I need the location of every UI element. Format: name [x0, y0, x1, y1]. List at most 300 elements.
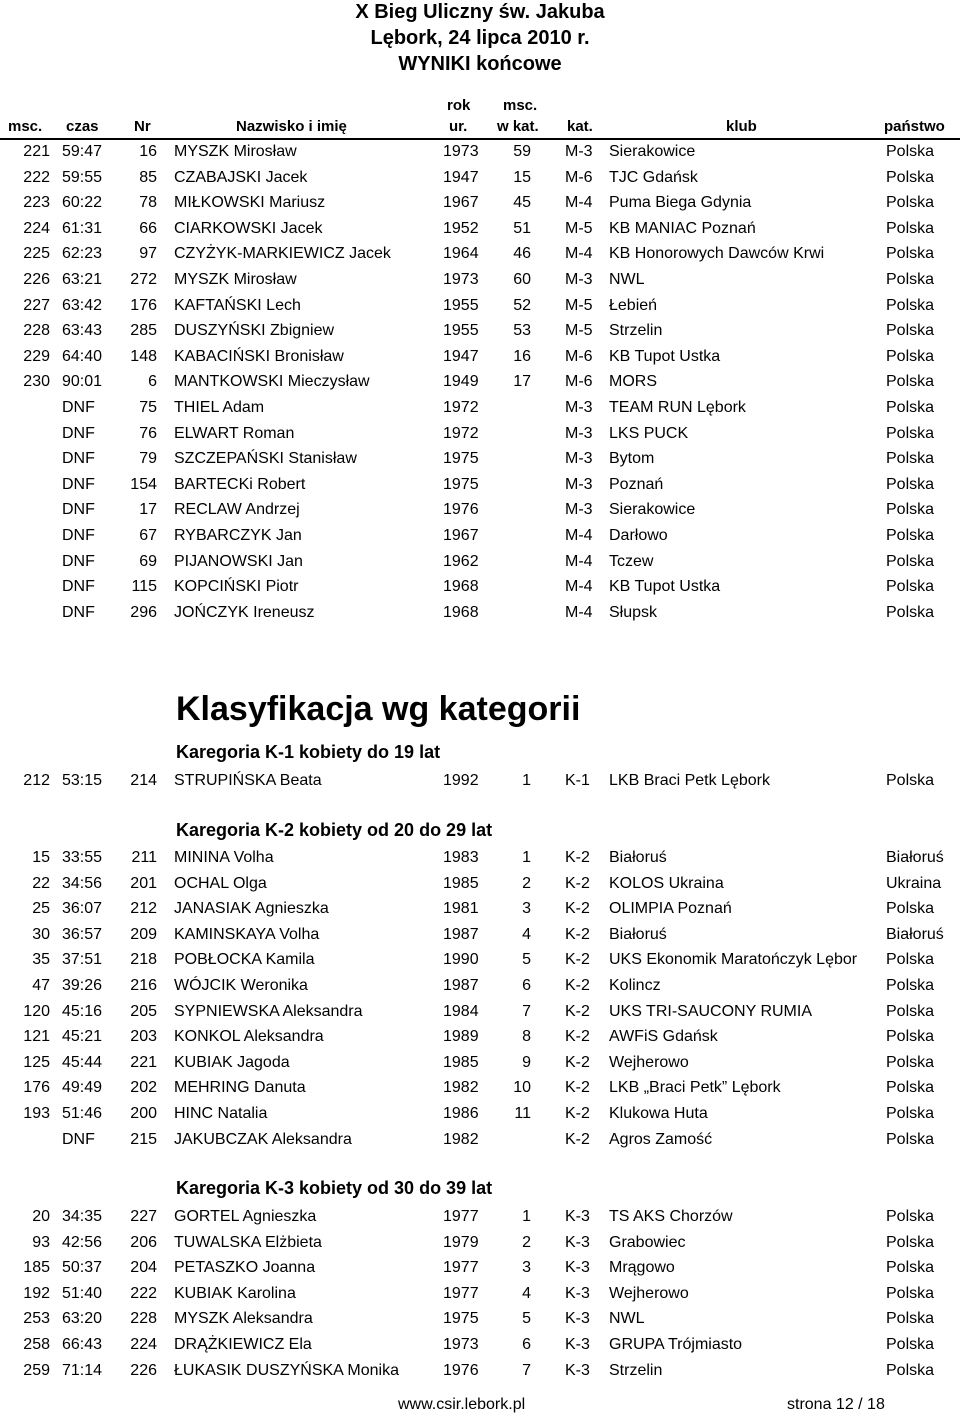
cell-runner-name: SZCZEPAŃSKI Stanisław	[174, 450, 357, 467]
cell-category: K-2	[565, 1079, 590, 1096]
cell-runner-name: PIJANOWSKI Jan	[174, 553, 303, 570]
result-row	[0, 395, 960, 420]
cell-category-place: 1	[522, 849, 531, 866]
cell-category-place: 10	[513, 1079, 531, 1096]
cell-category: K-2	[565, 900, 590, 917]
cell-category: K-2	[565, 1105, 590, 1122]
results-title: WYNIKI końcowe	[398, 53, 562, 75]
cell-runner-name: JAKUBCZAK Aleksandra	[174, 1131, 352, 1148]
cell-country: Polska	[886, 399, 935, 416]
result-row	[0, 497, 960, 522]
cell-time: 37:51	[62, 951, 103, 968]
cell-country: Polska	[886, 322, 935, 339]
cell-category-place: 2	[522, 875, 531, 892]
cell-country: Polska	[886, 951, 935, 968]
cell-category-place: 1	[522, 772, 531, 789]
cell-bib-number: 69	[139, 553, 157, 570]
cell-bib-number: 78	[139, 194, 157, 211]
cell-club: Białoruś	[609, 849, 667, 866]
cell-country: Polska	[886, 1259, 935, 1276]
col-nr: Nr	[134, 118, 151, 135]
cell-birth-year: 1975	[443, 476, 479, 493]
cell-bib-number: 227	[130, 1208, 157, 1225]
cell-time: 64:40	[62, 348, 103, 365]
cell-country: Polska	[886, 220, 935, 237]
cell-birth-year: 1973	[443, 271, 479, 288]
cell-bib-number: 97	[139, 245, 157, 262]
cell-category-place: 2	[522, 1234, 531, 1251]
cell-time: 63:20	[62, 1310, 103, 1327]
cell-category: K-2	[565, 849, 590, 866]
cell-place: 121	[23, 1028, 50, 1045]
cell-runner-name: TUWALSKA Elżbieta	[174, 1234, 322, 1251]
cell-category: M-4	[565, 578, 593, 595]
cell-category: K-2	[565, 977, 590, 994]
cell-place: 176	[23, 1079, 50, 1096]
cell-time: DNF	[62, 527, 95, 544]
category-title: Karegoria K-3 kobiety od 30 do 39 lat	[176, 1178, 493, 1198]
cell-club: KB Tupot Ustka	[609, 348, 721, 365]
cell-time: DNF	[62, 578, 95, 595]
result-row	[0, 472, 960, 497]
cell-country: Polska	[886, 450, 935, 467]
cell-club: UKS TRI-SAUCONY RUMIA	[609, 1003, 812, 1020]
cell-category: M-6	[565, 348, 593, 365]
cell-runner-name: RECLAW Andrzej	[174, 501, 300, 518]
cell-bib-number: 85	[139, 169, 157, 186]
cell-category-place: 5	[522, 1310, 531, 1327]
cell-country: Polska	[886, 1131, 935, 1148]
cell-runner-name: JANASIAK Agnieszka	[174, 900, 329, 917]
cell-place: 120	[23, 1003, 50, 1020]
cell-category-place: 5	[522, 951, 531, 968]
cell-bib-number: 200	[130, 1105, 157, 1122]
cell-runner-name: KABACIŃSKI Bronisław	[174, 348, 344, 365]
cell-time: DNF	[62, 450, 95, 467]
result-row	[0, 446, 960, 471]
cell-bib-number: 67	[139, 527, 157, 544]
result-row	[0, 845, 960, 870]
cell-club: LKS PUCK	[609, 425, 689, 442]
cell-place: 22	[32, 875, 50, 892]
cell-country: Polska	[886, 1362, 935, 1379]
col-mkat-top: msc.	[503, 97, 538, 114]
classification-heading: Klasyfikacja wg kategorii	[176, 690, 581, 728]
cell-category-place: 16	[513, 348, 531, 365]
result-row	[0, 973, 960, 998]
cell-category: M-3	[565, 476, 593, 493]
cell-country: Polska	[886, 271, 935, 288]
result-row	[0, 549, 960, 574]
cell-time: DNF	[62, 553, 95, 570]
cell-birth-year: 1973	[443, 143, 479, 160]
cell-club: Mrągowo	[609, 1259, 675, 1276]
cell-country: Białoruś	[886, 926, 944, 943]
cell-club: TJC Gdańsk	[609, 169, 698, 186]
cell-bib-number: 115	[131, 578, 157, 595]
cell-birth-year: 1985	[443, 875, 479, 892]
cell-club: KB MANIAC Poznań	[609, 220, 756, 237]
cell-category: M-4	[565, 194, 593, 211]
col-mkat-bottom: w kat.	[497, 118, 539, 135]
cell-bib-number: 214	[130, 772, 157, 789]
cell-club: LKB Braci Petk Lębork	[609, 772, 770, 789]
cell-place: 221	[23, 143, 50, 160]
cell-country: Polska	[886, 1028, 935, 1045]
cell-category-place: 46	[513, 245, 531, 262]
cell-time: 39:26	[62, 977, 103, 994]
cell-runner-name: WÓJCIK Weronika	[174, 977, 308, 994]
cell-runner-name: GORTEL Agnieszka	[174, 1208, 317, 1225]
cell-club: KB Honorowych Dawców Krwi	[609, 245, 825, 262]
cell-country: Polska	[886, 373, 935, 390]
col-name: Nazwisko i imię	[236, 118, 347, 135]
footer-url[interactable]: www.csir.lebork.pl	[398, 1396, 526, 1413]
cell-category: K-3	[565, 1310, 590, 1327]
cell-time: DNF	[62, 425, 95, 442]
cell-time: 59:55	[62, 169, 103, 186]
cell-place: 20	[32, 1208, 50, 1225]
cell-runner-name: HINC Natalia	[174, 1105, 268, 1122]
cell-bib-number: 148	[130, 348, 157, 365]
cell-club: Strzelin	[609, 1362, 663, 1379]
result-row	[0, 165, 960, 190]
cell-birth-year: 1979	[443, 1234, 479, 1251]
cell-bib-number: 215	[130, 1131, 157, 1148]
cell-category: K-3	[565, 1362, 590, 1379]
cell-club: NWL	[609, 1310, 645, 1327]
cell-country: Polska	[886, 1234, 935, 1251]
event-title: X Bieg Uliczny św. Jakuba	[355, 1, 605, 23]
cell-birth-year: 1990	[443, 951, 479, 968]
category-title: Karegoria K-2 kobiety od 20 do 29 lat	[176, 820, 493, 840]
cell-category-place: 15	[513, 169, 531, 186]
cell-category-place: 8	[522, 1028, 531, 1045]
cell-country: Polska	[886, 977, 935, 994]
cell-runner-name: SYPNIEWSKA Aleksandra	[174, 1003, 363, 1020]
result-row	[0, 1281, 960, 1306]
cell-category: M-4	[565, 527, 593, 544]
cell-runner-name: MYSZK Mirosław	[174, 271, 297, 288]
cell-time: 42:56	[62, 1234, 103, 1251]
cell-place: 259	[23, 1362, 50, 1379]
cell-birth-year: 1947	[443, 348, 479, 365]
cell-birth-year: 1952	[443, 220, 479, 237]
cell-country: Polska	[886, 900, 935, 917]
cell-birth-year: 1968	[443, 578, 479, 595]
cell-time: 36:07	[62, 900, 103, 917]
cell-country: Ukraina	[886, 875, 942, 892]
cell-birth-year: 1964	[443, 245, 479, 262]
cell-club: Sierakowice	[609, 501, 696, 518]
cell-category: M-3	[565, 271, 593, 288]
cell-runner-name: CZABAJSKI Jacek	[174, 169, 308, 186]
cell-birth-year: 1975	[443, 450, 479, 467]
cell-birth-year: 1985	[443, 1054, 479, 1071]
cell-club: Darłowo	[609, 527, 668, 544]
cell-category: K-1	[565, 772, 590, 789]
cell-country: Polska	[886, 604, 935, 621]
cell-runner-name: POBŁOCKA Kamila	[174, 951, 315, 968]
cell-category-place: 6	[522, 1336, 531, 1353]
cell-runner-name: KUBIAK Karolina	[174, 1285, 296, 1302]
cell-birth-year: 1976	[443, 501, 479, 518]
result-row	[0, 871, 960, 896]
cell-birth-year: 1949	[443, 373, 479, 390]
cell-runner-name: THIEL Adam	[174, 399, 265, 416]
cell-club: Bytom	[609, 450, 655, 467]
cell-birth-year: 1973	[443, 1336, 479, 1353]
result-row	[0, 190, 960, 215]
cell-club: Słupsk	[609, 604, 658, 621]
cell-birth-year: 1972	[443, 425, 479, 442]
cell-country: Polska	[886, 1105, 935, 1122]
cell-category-place: 6	[522, 977, 531, 994]
cell-place: 192	[23, 1285, 50, 1302]
cell-birth-year: 1992	[443, 772, 479, 789]
cell-country: Polska	[886, 194, 935, 211]
cell-category-place: 11	[514, 1105, 531, 1122]
cell-category: M-5	[565, 220, 593, 237]
cell-time: 71:14	[62, 1362, 103, 1379]
cell-bib-number: 201	[130, 875, 157, 892]
result-row	[0, 318, 960, 343]
cell-bib-number: 224	[130, 1336, 157, 1353]
result-row	[0, 1255, 960, 1280]
cell-club: KB Tupot Ustka	[609, 578, 721, 595]
result-row	[0, 523, 960, 548]
cell-birth-year: 1987	[443, 977, 479, 994]
cell-category: M-4	[565, 604, 593, 621]
cell-country: Polska	[886, 297, 935, 314]
col-msc: msc.	[8, 118, 43, 135]
cell-category-place: 59	[513, 143, 531, 160]
cell-bib-number: 206	[130, 1234, 157, 1251]
cell-club: Grabowiec	[609, 1234, 686, 1251]
cell-place: 185	[23, 1259, 50, 1276]
cell-category-place: 1	[522, 1208, 531, 1225]
cell-bib-number: 221	[130, 1054, 157, 1071]
cell-birth-year: 1987	[443, 926, 479, 943]
result-row	[0, 241, 960, 266]
cell-category: K-2	[565, 1054, 590, 1071]
cell-birth-year: 1982	[443, 1131, 479, 1148]
cell-club: Kolincz	[609, 977, 661, 994]
cell-birth-year: 1977	[443, 1208, 479, 1225]
cell-time: 66:43	[62, 1336, 103, 1353]
cell-birth-year: 1976	[443, 1362, 479, 1379]
cell-country: Polska	[886, 476, 935, 493]
result-row	[0, 293, 960, 318]
cell-category: K-2	[565, 1028, 590, 1045]
cell-category: M-6	[565, 169, 593, 186]
result-row	[0, 216, 960, 241]
cell-bib-number: 212	[130, 900, 157, 917]
cell-birth-year: 1989	[443, 1028, 479, 1045]
cell-time: 33:55	[62, 849, 103, 866]
result-row	[0, 896, 960, 921]
cell-runner-name: BARTECKi Robert	[174, 476, 306, 493]
cell-country: Polska	[886, 169, 935, 186]
cell-bib-number: 66	[139, 220, 157, 237]
cell-time: 34:56	[62, 875, 103, 892]
cell-country: Polska	[886, 1054, 935, 1071]
cell-runner-name: CZYŻYK-MARKIEWICZ Jacek	[174, 245, 391, 262]
cell-time: 62:23	[62, 245, 103, 262]
cell-place: 15	[32, 849, 50, 866]
cell-runner-name: STRUPIŃSKA Beata	[174, 772, 322, 789]
cell-bib-number: 218	[130, 951, 157, 968]
cell-category: K-2	[565, 875, 590, 892]
cell-runner-name: MININA Volha	[174, 849, 274, 866]
cell-birth-year: 1967	[443, 194, 479, 211]
cell-runner-name: ŁUKASIK DUSZYŃSKA Monika	[174, 1362, 399, 1379]
cell-birth-year: 1983	[443, 849, 479, 866]
cell-bib-number: 228	[130, 1310, 157, 1327]
cell-category-place: 17	[513, 373, 531, 390]
cell-birth-year: 1955	[443, 322, 479, 339]
cell-bib-number: 272	[130, 271, 157, 288]
cell-club: AWFiS Gdańsk	[609, 1028, 718, 1045]
cell-club: OLIMPIA Poznań	[609, 900, 732, 917]
cell-place: 229	[23, 348, 50, 365]
cell-time: 60:22	[62, 194, 103, 211]
cell-runner-name: DUSZYŃSKI Zbigniew	[174, 322, 335, 339]
cell-runner-name: RYBARCZYK Jan	[174, 527, 302, 544]
col-kraj: państwo	[884, 118, 945, 135]
cell-country: Polska	[886, 1003, 935, 1020]
cell-bib-number: 176	[130, 297, 157, 314]
cell-category: K-2	[565, 1131, 590, 1148]
result-row	[0, 421, 960, 446]
result-row	[0, 344, 960, 369]
cell-birth-year: 1977	[443, 1285, 479, 1302]
result-row	[0, 369, 960, 394]
cell-country: Polska	[886, 501, 935, 518]
cell-runner-name: JOŃCZYK Ireneusz	[174, 604, 315, 621]
cell-club: TS AKS Chorzów	[609, 1208, 733, 1225]
cell-place: 25	[32, 900, 50, 917]
cell-category: K-2	[565, 951, 590, 968]
cell-runner-name: KONKOL Aleksandra	[174, 1028, 324, 1045]
cell-time: 51:40	[62, 1285, 103, 1302]
cell-category: M-3	[565, 450, 593, 467]
cell-category-place: 60	[513, 271, 531, 288]
cell-birth-year: 1986	[443, 1105, 479, 1122]
cell-time: 36:57	[62, 926, 103, 943]
cell-country: Polska	[886, 553, 935, 570]
cell-category-place: 4	[522, 1285, 531, 1302]
cell-birth-year: 1984	[443, 1003, 479, 1020]
cell-club: LKB „Braci Petk” Lębork	[609, 1079, 781, 1096]
cell-category-place: 3	[522, 1259, 531, 1276]
cell-country: Polska	[886, 1310, 935, 1327]
cell-bib-number: 205	[130, 1003, 157, 1020]
result-row	[0, 1358, 960, 1383]
cell-place: 35	[32, 951, 50, 968]
cell-time: 45:44	[62, 1054, 103, 1071]
cell-category: M-3	[565, 399, 593, 416]
cell-time: 63:42	[62, 297, 103, 314]
cell-category-place: 7	[522, 1003, 531, 1020]
cell-runner-name: MYSZK Aleksandra	[174, 1310, 313, 1327]
cell-birth-year: 1955	[443, 297, 479, 314]
cell-time: DNF	[62, 501, 95, 518]
cell-category: M-4	[565, 245, 593, 262]
cell-time: DNF	[62, 1131, 95, 1148]
result-row	[0, 1332, 960, 1357]
cell-category-place: 53	[513, 322, 531, 339]
result-row	[0, 1075, 960, 1100]
result-row	[0, 1024, 960, 1049]
cell-place: 193	[23, 1105, 50, 1122]
result-row	[0, 1230, 960, 1255]
cell-bib-number: 76	[139, 425, 157, 442]
cell-bib-number: 203	[130, 1028, 157, 1045]
cell-place: 253	[23, 1310, 50, 1327]
cell-time: 51:46	[62, 1105, 103, 1122]
cell-country: Polska	[886, 425, 935, 442]
cell-runner-name: KUBIAK Jagoda	[174, 1054, 290, 1071]
cell-country: Polska	[886, 1079, 935, 1096]
cell-bib-number: 16	[139, 143, 157, 160]
col-klub: klub	[726, 118, 757, 135]
cell-club: Puma Biega Gdynia	[609, 194, 752, 211]
cell-time: 53:15	[62, 772, 103, 789]
cell-bib-number: 209	[130, 926, 157, 943]
cell-category: K-2	[565, 926, 590, 943]
cell-runner-name: KAMINSKAYA Volha	[174, 926, 320, 943]
cell-category: K-3	[565, 1208, 590, 1225]
result-row	[0, 947, 960, 972]
cell-runner-name: MYSZK Mirosław	[174, 143, 297, 160]
cell-place: 226	[23, 271, 50, 288]
cell-runner-name: KAFTAŃSKI Lech	[174, 297, 301, 314]
cell-place: 223	[23, 194, 50, 211]
cell-birth-year: 1981	[443, 900, 479, 917]
cell-category-place: 45	[513, 194, 531, 211]
cell-club: Poznań	[609, 476, 664, 493]
cell-category: M-3	[565, 143, 593, 160]
cell-runner-name: KOPCIŃSKI Piotr	[174, 578, 299, 595]
cell-place: 228	[23, 322, 50, 339]
cell-club: Łebień	[609, 297, 658, 314]
cell-time: 59:47	[62, 143, 103, 160]
cell-category: K-3	[565, 1234, 590, 1251]
cell-time: 49:49	[62, 1079, 103, 1096]
cell-country: Polska	[886, 772, 935, 789]
footer-page-number: strona 12 / 18	[787, 1396, 885, 1413]
cell-bib-number: 204	[130, 1259, 157, 1276]
cell-category-place: 3	[522, 900, 531, 917]
cell-category: M-4	[565, 553, 593, 570]
cell-birth-year: 1947	[443, 169, 479, 186]
result-row	[0, 600, 960, 625]
result-row	[0, 1204, 960, 1229]
cell-country: Polska	[886, 348, 935, 365]
col-kat: kat.	[567, 118, 593, 135]
cell-club: Wejherowo	[609, 1285, 689, 1302]
col-czas: czas	[66, 118, 99, 135]
cell-birth-year: 1977	[443, 1259, 479, 1276]
cell-category: M-6	[565, 373, 593, 390]
cell-place: 227	[23, 297, 50, 314]
cell-birth-year: 1975	[443, 1310, 479, 1327]
cell-bib-number: 222	[130, 1285, 157, 1302]
cell-category: M-3	[565, 501, 593, 518]
cell-time: 45:16	[62, 1003, 103, 1020]
cell-club: KOLOS Ukraina	[609, 875, 724, 892]
